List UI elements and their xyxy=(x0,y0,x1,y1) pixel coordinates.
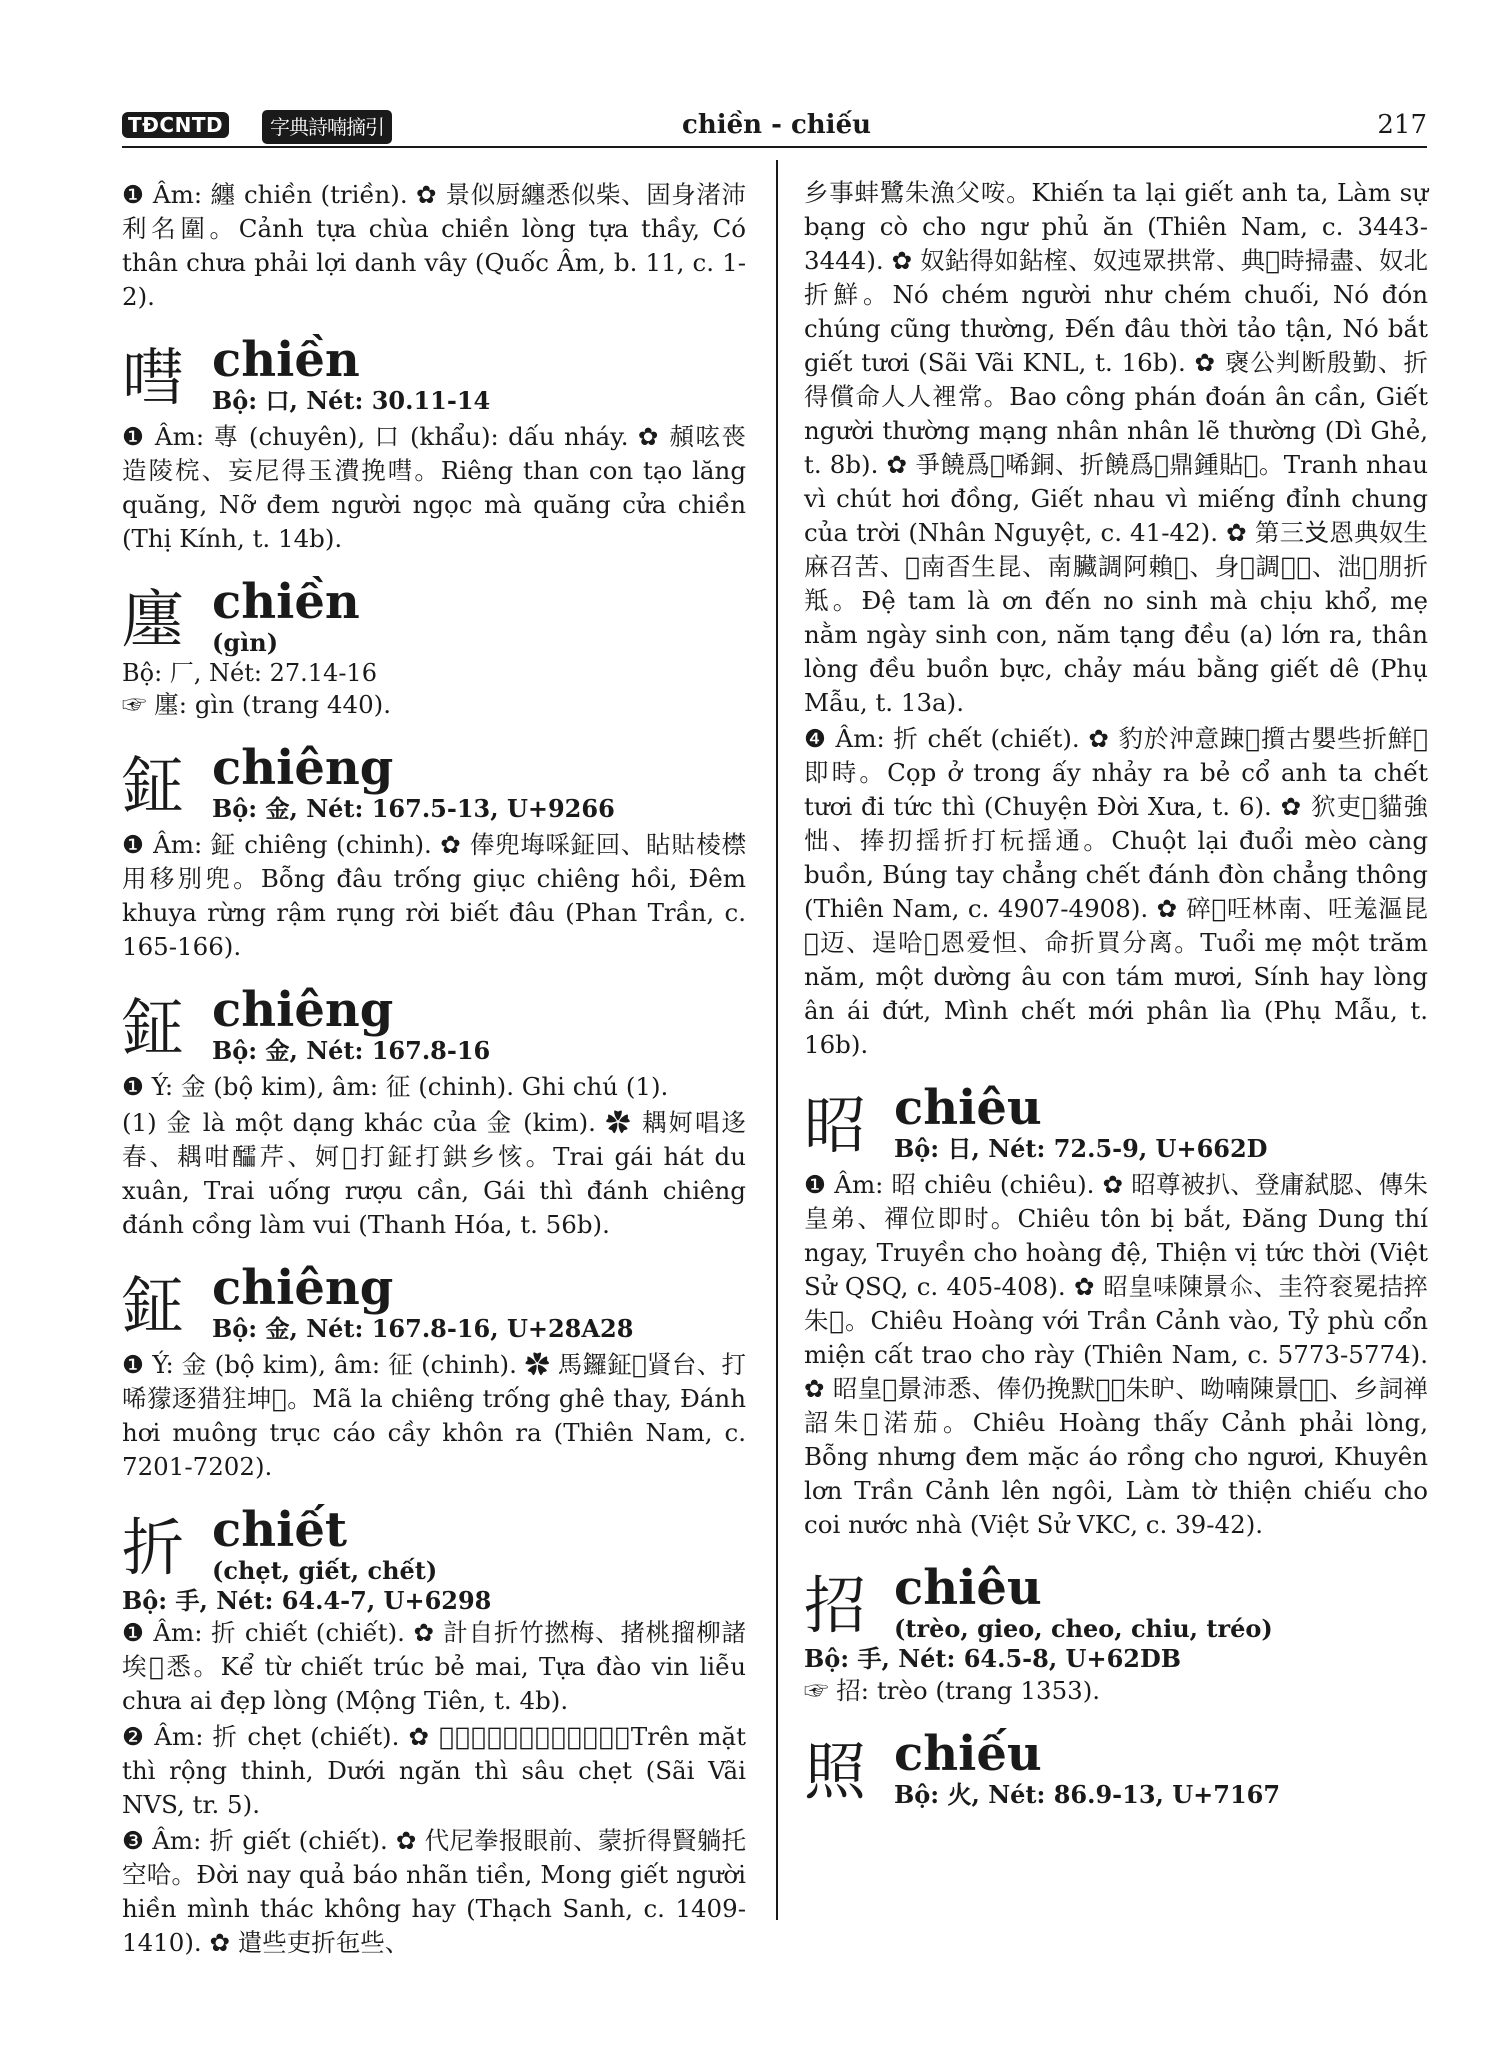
entry-header xyxy=(122,1262,746,1348)
entry-header xyxy=(122,1504,746,1616)
headword: chiết xyxy=(212,1502,348,1558)
headword: chiền xyxy=(212,574,360,630)
radical-strokes: Bộ: 火, Nét: 86.9-13, U+7167 xyxy=(894,1780,1281,1809)
entry-character: 招 xyxy=(804,1569,867,1642)
left-column xyxy=(122,178,746,1962)
entry-character: 鉦 xyxy=(122,1269,185,1342)
entry-character: 廛 xyxy=(122,583,185,656)
radical-strokes: Bộ: 口, Nét: 30.11-14 xyxy=(212,386,491,415)
headword: chiền xyxy=(212,332,360,388)
entry-note: (1) 金 là một dạng khác của 金 (kim). ✿ 耦妸唱迻春、耦咁醽芹、妸𠱋打鉦打鉷乡㤥。Trai gái hát du xuân, Trai uống rượu cần, Gái thì đánh chiêng đánh cồng làm vui (Thanh Hóa, t. 56b). xyxy=(122,1108,746,1239)
running-head: chiền - chiếu xyxy=(682,110,872,140)
entry-text: ❶ Âm: 鉦 chiêng (chinh). ✿ 俸兜㙁啋鉦回、䀡𧵑棱㯲用移別兜。Bỗng đâu trống giục chiêng hồi, Đêm khuya rừng rậm rụng rời biết đâu (Phan Trần, c. 165-166). xyxy=(122,830,746,961)
column-divider xyxy=(776,160,778,1920)
entry-text: ❶ Âm: 纏 chiền (triền). ✿ 景似厨纏悉似柴、固身渚沛利名圍。Cảnh tựa chùa chiền lòng tựa thầy, Có thân chưa phải lợi danh vây (Quốc Âm, b. 11, c. 1-2). xyxy=(122,180,746,311)
entry-text: ❷ Âm: 折 chẹt (chiết). ✿ 𨖲𤍊時畊声、迋垠𠱋渼折。Trên mặt thì rộng thinh, Dưới ngăn thì sâu chẹt (Sãi Vãi NVS, tr. 5). xyxy=(122,1722,746,1819)
entry-character: 照 xyxy=(804,1735,867,1808)
entry-header xyxy=(804,1562,1428,1674)
entry-character: 折 xyxy=(122,1511,185,1584)
entry-character: 鉦 xyxy=(122,749,185,822)
entry-character: 嘒 xyxy=(122,341,185,414)
headword: chiêng xyxy=(212,1260,394,1316)
entry-text: ❹ Âm: 折 chết (chiết). ✿ 豹於沖意踈𨇒㩫古嬰些折鮮𨀈即時。Cọp ở trong ấy nhảy ra bẻ cổ anh ta chết tươi đi tức thì (Chuyện Đời Xưa, t. 6). ✿ 狖吏𨇜貓強㤕、捧㧅揺折打杬揺通。Chuột lại đuổi mèo càng buồn, Búng tay chẳng chết đánh đòn chẳng thông (Thiên Nam, c. 4907-4908). ✿ 碎𡢐㕵林南、㕵羗漚昆𢬣迈、逞哈𡗶恩爱怛、命折買分离。Tuổi mẹ một trăm năm, một dường âu con tám mươi, Sính hay lòng ân ái đứt, Mình chết mới phân lìa (Phụ Mẫu, t. 16b). xyxy=(804,724,1428,1059)
entry-text: ❶ Âm: 折 chiết (chiết). ✿ 計自折竹撚梅、㨋桃㨨柳諸埃𢞅悉。Kể từ chiết trúc bẻ mai, Tựa đào vin liễu chưa ai đẹp lòng (Mộng Tiên, t. 4b). xyxy=(122,1618,746,1715)
radical-strokes: Bộ: 手, Nét: 64.4-7, U+6298 xyxy=(122,1586,492,1615)
entry-character: 昭 xyxy=(804,1089,867,1162)
entry-header xyxy=(122,984,746,1070)
right-column xyxy=(804,176,1428,1814)
entry-text: ❶ Âm: 專 (chuyên), 口 (khẩu): dấu nháy. ✿ 頳呟䘮造陵梡、妄尼得玉㵒挽嘒。Riêng than con tạo lăng quăng, Nỡ đem người ngọc mà quăng cửa chiền (Thị Kính, t. 14b). xyxy=(122,422,746,553)
cross-reference: ☞ 招: trèo (trang 1353). xyxy=(804,1676,1101,1705)
radical-strokes: Bộ: 金, Nét: 167.8-16, U+28A28 xyxy=(212,1314,634,1343)
page-number: 217 xyxy=(1377,110,1427,140)
radical-strokes: Bộ: 手, Nét: 64.5-8, U+62DB xyxy=(804,1644,1182,1673)
entry-header xyxy=(122,334,746,420)
headword: chiêu xyxy=(894,1560,1042,1616)
entry-text: ❶ Ý: 金 (bộ kim), âm: 征 (chinh). Ghi chú (1). xyxy=(122,1072,669,1101)
radical-strokes: Bộ: 金, Nét: 167.8-16 xyxy=(212,1036,491,1065)
radical-strokes: Bộ: 日, Nét: 72.5-9, U+662D xyxy=(894,1134,1268,1163)
headword: chiếu xyxy=(894,1726,1042,1782)
entry-header xyxy=(122,742,746,828)
entry-header xyxy=(122,576,746,688)
headword: chiêng xyxy=(212,740,394,796)
entry-text: ❸ Âm: 折 giết (chiết). ✿ 代尼拳报眼前、蒙折得賢躺托空哈。Đời nay quả báo nhãn tiền, Mong giết người hiền mình thác không hay (Thạch Sanh, c. 1409-1410). ✿ 遣些吏折㐌些、 xyxy=(122,1826,746,1957)
alternate-readings: (gìn) xyxy=(212,628,279,657)
han-nom-logo: 字典詩喃摘引 xyxy=(262,110,392,144)
alternate-readings: (chẹt, giết, chết) xyxy=(212,1556,438,1585)
entry-text: 乡事蚌鷺朱漁父咹。Khiến ta lại giết anh ta, Làm sự bạng cò cho ngư phủ ăn (Thiên Nam, c. 3443-3444). ✿ 奴鉆得如鉆榁、奴迍眾拱常、典𦤾時掃盡、奴北折鮮。Nó chém người như chém chuối, Nó đón chúng cũng thường, Đến đâu thời tảo tận, Nó bắt giết tươi (Sãi Vãi KNL, t. 16b). ✿ 襃公判断殷勤、折得償命人人裡常。Bao công phán đoán ân cần, Giết người thường mạng nhân nhân lẽ thường (Dì Ghẻ, t. 8b). ✿ 爭饒爲𠹾唏銅、折饒爲𠸼鼎鍾貼𡗶。Tranh nhau vì chút hơi đồng, Giết nhau vì miếng đỉnh chung của trời (Nhân Nguyệt, c. 41-42). ✿ 第三𠬠恩典奴生麻召苦、𡢐南㫘生昆、南臟調阿賴𤳸、身𡗶調𠰘𢣂、泏𣳔朋折羝。Đệ tam là ơn đến no sinh mà chịu khổ, mẹ nằm ngày sinh con, năm tạng đều (a) lớn ra, thân lòng đều buồn bực, chảy máu bằng giết dê (Phụ Mẫu, t. 13a). xyxy=(804,178,1428,717)
entry-header xyxy=(804,1082,1428,1168)
headword: chiêng xyxy=(212,982,394,1038)
headword: chiêu xyxy=(894,1080,1042,1136)
entry-header xyxy=(804,1728,1428,1814)
publisher-logo: TĐCNTD xyxy=(122,112,229,138)
alternate-readings: (trèo, gieo, cheo, chiu, tréo) xyxy=(894,1614,1273,1643)
header-rule xyxy=(122,146,1427,148)
radical-strokes: Bộ: 厂, Nét: 27.14-16 xyxy=(122,659,377,687)
entry-text: ❶ Ý: 金 (bộ kim), âm: 征 (chinh). ✿ 馬鑼鉦𡀯䝨台、打唏獴逐猎㹥坤𪟽。Mã la chiêng trống ghê thay, Đánh hơi muông trục cáo cầy khôn ra (Thiên Nam, c. 7201-7202). xyxy=(122,1350,746,1481)
entry-character: 鉦 xyxy=(122,991,185,1064)
radical-strokes: Bộ: 金, Nét: 167.5-13, U+9266 xyxy=(212,794,615,823)
cross-reference: ☞ 廛: gìn (trang 440). xyxy=(122,690,391,719)
entry-text: ❶ Âm: 昭 chiêu (chiêu). ✿ 昭尊被扒、登庸弑䏰、傳朱皇弟、禪位即时。Chiêu tôn bị bắt, Đăng Dung thí ngay, Truyền cho hoàng đệ, Thiện vị tức thời (Việt Sử QSQ, c. 405-408). ✿ 昭皇𠱤陳㬌𠇍、圭符衮冕拮捽朱𫥨。Chiêu Hoàng với Trần Cảnh vào, Tỷ phù cổn miện cất trao cho rày (Thiên Nam, c. 5773-5774). ✿ 昭皇𧡊㬌沛悉、俸仍挽默𧜖𧕚朱昈、呦喃陳㬌𨖲𩛖、乡詞禅詔朱𣚣渃茄。Chiêu Hoàng thấy Cảnh phải lòng, Bỗng nhưng đem mặc áo rồng cho ngươi, Khuyên lơn Trần Cảnh lên ngôi, Làm tờ thiện chiếu cho coi nước nhà (Việt Sử VKC, c. 39-42). xyxy=(804,1170,1428,1539)
